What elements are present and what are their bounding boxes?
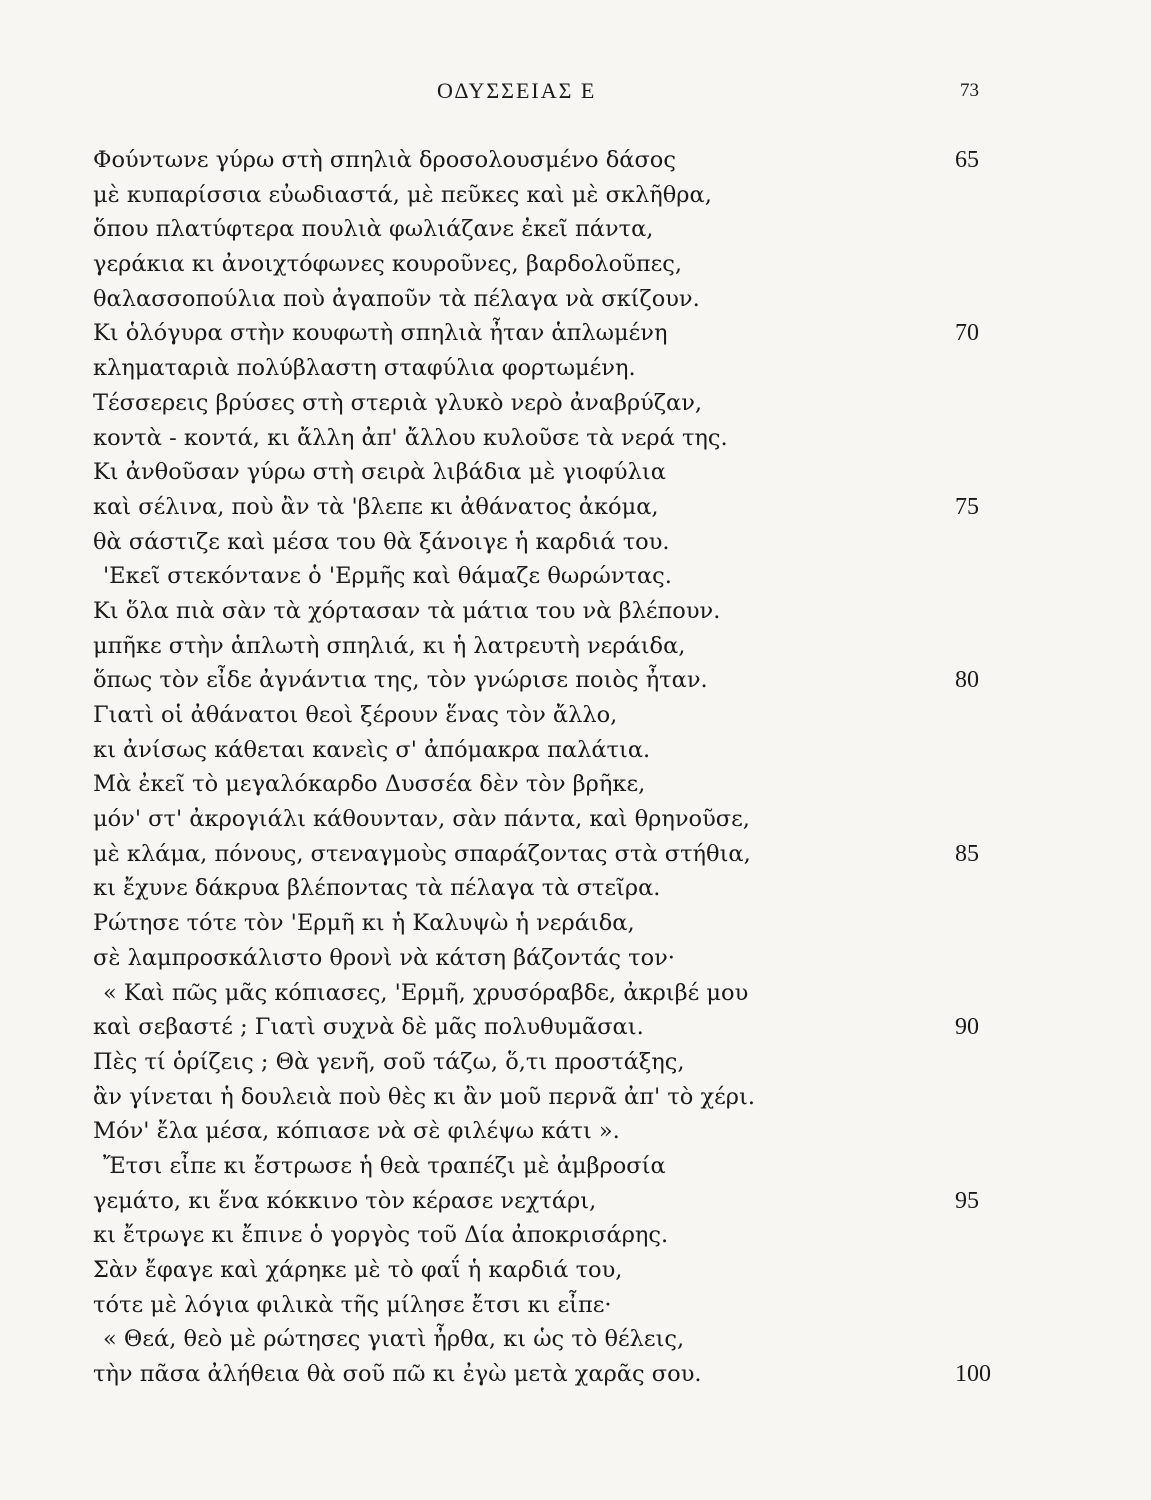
verse-text: θὰ σάστιζε καὶ μέσα του θὰ ξάνοιγε ἡ καρδιά του.: [93, 528, 670, 555]
verse-text: κοντὰ - κοντά, κι ἄλλη ἀπ' ἄλλου κυλοῦσε τὰ νερά της.: [93, 424, 728, 451]
verse-line: [0, 1047, 1151, 1082]
verse-text: γεράκια κι ἀνοιχτόφωνες κουροῦνες, βαρδολοῦπες,: [93, 251, 683, 278]
verse-text: καὶ σεβαστέ ; Γιατὶ συχνὰ δὲ μᾶς πολυθυμᾶσαι.: [93, 1014, 644, 1041]
verse-block: [0, 145, 1151, 1394]
verse-text: 'Εκεῖ στεκόντανε ὁ 'Ερμῆς καὶ θάμαζε θωρώντας.: [103, 563, 672, 590]
verse-line: [0, 873, 1151, 908]
verse-text: ὅπου πλατύφτερα πουλιὰ φωλιάζανε ἐκεῖ πάντα,: [93, 216, 654, 243]
line-number: 100: [955, 1361, 991, 1388]
verse-line: [0, 1220, 1151, 1255]
verse-text: κι ἔτρωγε κι ἔπινε ὁ γοργὸς τοῦ Δία ἀποκρισάρης.: [93, 1222, 669, 1249]
verse-line: [0, 1116, 1151, 1151]
verse-text: Σὰν ἔφαγε καὶ χάρηκε μὲ τὸ φαΐ ἡ καρδιά του,: [93, 1257, 623, 1283]
verse-line: [0, 631, 1151, 666]
line-number: 85: [955, 840, 979, 867]
verse-text: Μόν' ἔλα μέσα, κόπιασε νὰ σὲ φιλέψω κάτι ».: [93, 1118, 620, 1145]
verse-line: [0, 388, 1151, 423]
verse-line: [0, 1255, 1151, 1290]
line-number: 80: [955, 667, 979, 694]
verse-text: Μὰ ἐκεῖ τὸ μεγαλόκαρδο Δυσσέα δὲν τὸν βρῆκε,: [93, 771, 646, 798]
verse-text: ἂν γίνεται ἡ δουλειὰ ποὺ θὲς κι ἂν μοῦ περνᾶ ἀπ' τὸ χέρι.: [93, 1083, 755, 1110]
verse-text: ὅπως τὸν εἶδε ἀγνάντια της, τὸν γνώρισε ποιὸς ἦταν.: [93, 667, 708, 694]
verse-line: [0, 249, 1151, 284]
verse-text: « Θεά, θεὸ μὲ ρώτησες γιατὶ ἦρθα, κι ὡς τὸ θέλεις,: [103, 1326, 685, 1353]
verse-line: [0, 145, 1151, 180]
verse-line: [0, 769, 1151, 804]
verse-line: [0, 423, 1151, 458]
verse-line: [0, 700, 1151, 735]
verse-line: [0, 665, 1151, 700]
verse-line: [0, 908, 1151, 943]
verse-text: Ρώτησε τότε τὸν 'Ερμῆ κι ἡ Καλυψὼ ἡ νεράιδα,: [93, 910, 635, 937]
verse-text: κι ἔχυνε δάκρυα βλέποντας τὰ πέλαγα τὰ στεῖρα.: [93, 875, 661, 902]
verse-line: [0, 1082, 1151, 1117]
verse-line: [0, 1186, 1151, 1221]
verse-line: [0, 318, 1151, 353]
verse-text: κληματαριὰ πολύβλαστη σταφύλια φορτωμένη.: [93, 355, 636, 382]
verse-line: [0, 596, 1151, 631]
verse-text: τότε μὲ λόγια φιλικὰ τῆς μίλησε ἔτσι κι εἶπε·: [93, 1291, 612, 1318]
verse-line: [0, 839, 1151, 874]
verse-line: [0, 804, 1151, 839]
verse-line: [0, 214, 1151, 249]
verse-line: [0, 978, 1151, 1013]
verse-text: Γιατὶ οἱ ἀθάνατοι θεοὶ ξέρουν ἕνας τὸν ἄλλο,: [93, 702, 618, 728]
verse-line: [0, 1012, 1151, 1047]
verse-line: [0, 180, 1151, 215]
verse-text: Φούντωνε γύρω στὴ σπηλιὰ δροσολουσμένο δάσος: [93, 147, 676, 173]
verse-line: [0, 1151, 1151, 1186]
verse-line: [0, 735, 1151, 770]
page-number: 73: [960, 80, 979, 101]
verse-text: τὴν πᾶσα ἀλήθεια θὰ σοῦ πῶ κι ἐγὼ μετὰ χαρᾶς σου.: [93, 1361, 702, 1388]
verse-line: [0, 353, 1151, 388]
line-number: 75: [955, 493, 979, 520]
verse-text: Κι ὁλόγυρα στὴν κουφωτὴ σπηλιὰ ἦταν ἁπλωμένη: [93, 320, 668, 347]
verse-text: θαλασσοπούλια ποὺ ἀγαποῦν τὰ πέλαγα νὰ σκίζουν.: [93, 285, 700, 312]
verse-text: μπῆκε στὴν ἁπλωτὴ σπηλιά, κι ἡ λατρευτὴ νεράιδα,: [93, 632, 686, 659]
verse-line: [0, 1290, 1151, 1325]
verse-line: [0, 1359, 1151, 1394]
line-number: 65: [955, 147, 979, 173]
verse-text: « Καὶ πῶς μᾶς κόπιασες, 'Ερμῆ, χρυσόραβδε, ἀκριβέ μου: [103, 979, 749, 1006]
verse-text: Τέσσερεις βρύσες στὴ στεριὰ γλυκὸ νερὸ ἀναβρύζαν,: [93, 389, 703, 416]
verse-text: μὲ κυπαρίσσια εὐωδιαστά, μὲ πεῦκες καὶ μὲ σκλῆθρα,: [93, 181, 712, 208]
verse-text: μὲ κλάμα, πόνους, στεναγμοὺς σπαράζοντας στὰ στήθια,: [93, 840, 751, 867]
line-number: 95: [955, 1187, 979, 1214]
verse-text: κι ἀνίσως κάθεται κανεὶς σ' ἀπόμακρα παλάτια.: [93, 736, 651, 763]
verse-line: [0, 284, 1151, 319]
verse-text: Κι ἀνθοῦσαν γύρω στὴ σειρὰ λιβάδια μὲ γιοφύλια: [93, 459, 666, 486]
verse-line: [0, 943, 1151, 978]
verse-text: Πὲς τί ὁρίζεις ; Θὰ γενῆ, σοῦ τάζω, ὅ,τι προστάξης,: [93, 1048, 685, 1075]
verse-text: καὶ σέλινα, ποὺ ἂν τὰ 'βλεπε κι ἀθάνατος ἀκόμα,: [93, 493, 659, 520]
verse-line: [0, 457, 1151, 492]
verse-line: [0, 561, 1151, 596]
verse-text: Κι ὅλα πιὰ σὰν τὰ χόρτασαν τὰ μάτια του νὰ βλέπουν.: [93, 597, 721, 624]
verse-text: γεμάτο, κι ἕνα κόκκινο τὸν κέρασε νεχτάρι,: [93, 1187, 597, 1214]
line-number: 70: [955, 320, 979, 347]
verse-text: μόν' στ' ἀκρογιάλι κάθουνταν, σὰν πάντα, καὶ θρηνοῦσε,: [93, 806, 750, 833]
verse-text: Ἔτσι εἶπε κι ἔστρωσε ἡ θεὰ τραπέζι μὲ ἀμβροσία: [103, 1152, 666, 1179]
verse-line: [0, 527, 1151, 562]
verse-line: [0, 492, 1151, 527]
running-head: [0, 78, 1151, 108]
running-title: ΟΔΥΣΣΕΙΑΣ Ε: [437, 78, 597, 103]
line-number: 90: [955, 1014, 979, 1041]
verse-text: σὲ λαμπροσκάλιστο θρονὶ νὰ κάτση βάζοντάς τον·: [93, 944, 675, 971]
verse-line: [0, 1324, 1151, 1359]
